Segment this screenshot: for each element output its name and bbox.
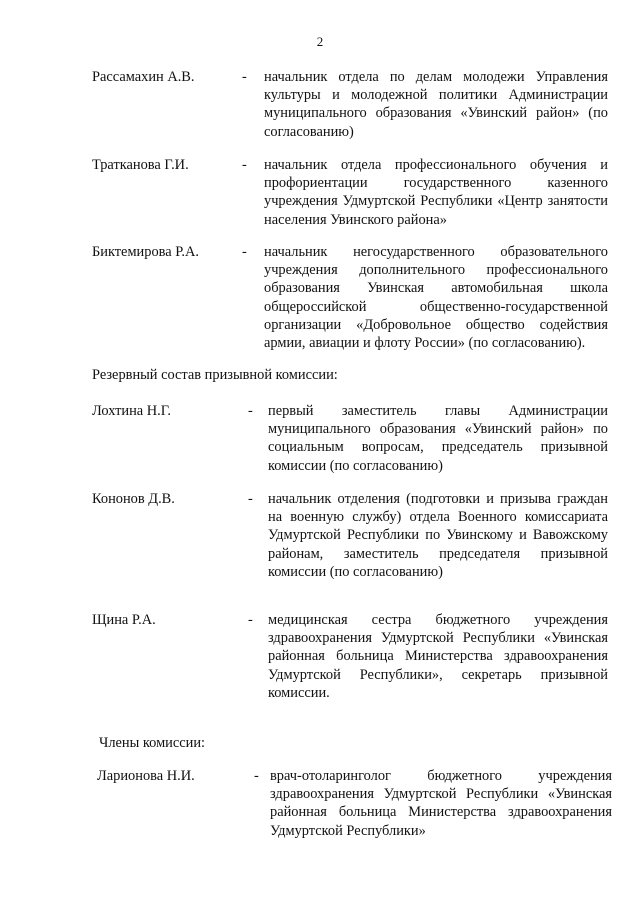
member-name: Ларионова Н.И.: [97, 768, 195, 784]
member-description: начальник отдела профессионального обучения и профориентации государственного казенного учреждения Удмуртской Республики «Центр занятости населения Увинского района»: [264, 157, 608, 228]
member-name: Тратканова Г.И.: [92, 157, 189, 173]
member-description: начальник негосударственного образовательного учреждения дополнительного профессионального образования Увинская автомобильная школа общероссийской общественно-государственной организации «Добровольное общество содействия армии, авиации и флоту России» (по согласованию).: [264, 244, 608, 352]
entry-dash: -: [248, 491, 253, 507]
member-description: первый заместитель главы Администрации муниципального образования «Увинский район» по социальным вопросам, председатель призывной комиссии (по согласованию): [268, 403, 608, 474]
entry-dash: -: [254, 768, 259, 784]
reserve-member-entry: [92, 611, 612, 703]
member-name: Биктемирова Р.А.: [92, 244, 200, 260]
members-heading: Члены комиссии:: [99, 735, 206, 751]
member-entry: [92, 68, 612, 140]
member-name: Рассамахин А.В.: [92, 69, 195, 85]
entry-dash: -: [242, 157, 247, 173]
entry-dash: -: [248, 403, 253, 419]
member-entry: [92, 243, 612, 353]
member-name: Кононов Д.В.: [92, 491, 175, 507]
member-name: Лохтина Н.Г.: [92, 403, 172, 419]
commission-member-entry: [97, 767, 612, 839]
member-entry: [92, 156, 612, 228]
reserve-member-entry: [92, 490, 612, 600]
entry-dash: -: [248, 612, 253, 628]
member-name: Щина Р.А.: [92, 612, 156, 628]
entry-dash: -: [242, 69, 247, 85]
page-number: 2: [316, 34, 324, 49]
member-description: врач-отоларинголог бюджетного учреждения здравоохранения Удмуртской Республики «Увинская районная больница Министерства здравоохранения Удмуртской Республики»: [270, 768, 612, 839]
member-description: медицинская сестра бюджетного учреждения здравоохранения Удмуртской Республики «Увинская районная больница Министерства здравоохранения Удмуртской Республики», секретарь призывной комиссии.: [268, 612, 608, 701]
member-description: начальник отдела по делам молодежи Управления культуры и молодежной политики Администрации муниципального образования «Увинский район» (по согласованию): [264, 69, 608, 140]
member-description: начальник отделения (подготовки и призыва граждан на военную службу) отдела Военного комиссариата Удмуртской Республики по Увинскому и Вавожскому районам, заместитель председателя призывной комиссии (по согласованию): [268, 491, 608, 580]
entry-dash: -: [242, 244, 247, 260]
reserve-heading: Резервный состав призывной комиссии:: [92, 367, 338, 383]
reserve-member-entry: [92, 402, 612, 474]
